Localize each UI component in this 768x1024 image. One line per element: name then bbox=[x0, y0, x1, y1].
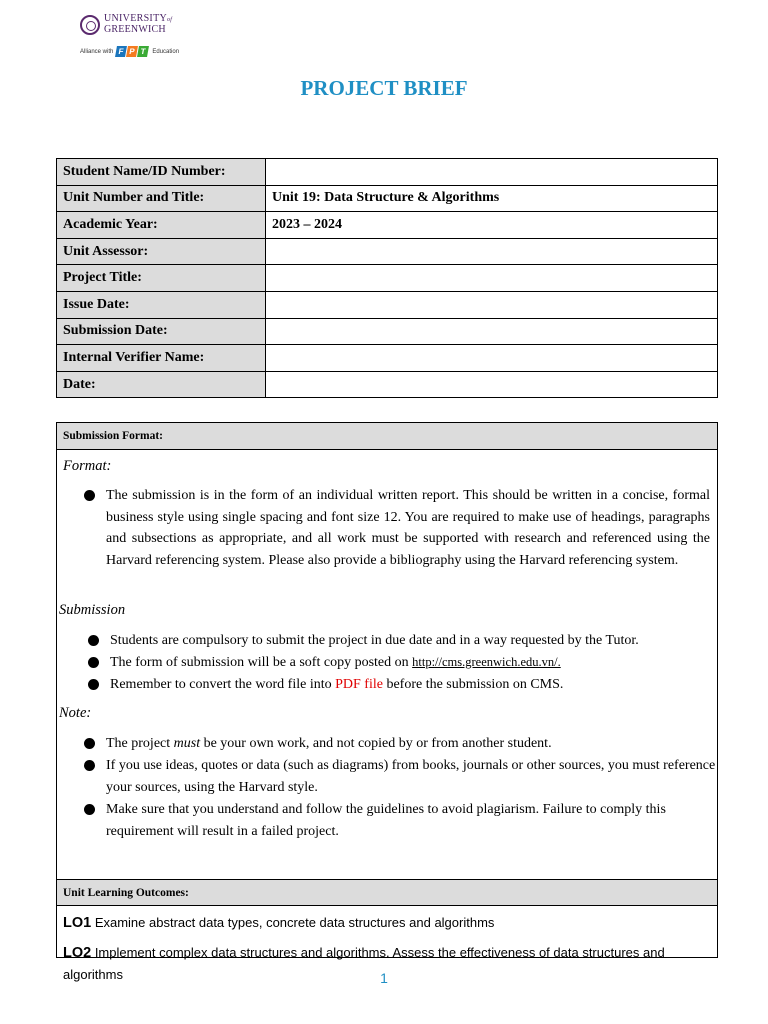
pdf-file-text: PDF file bbox=[335, 677, 383, 692]
info-label: Date: bbox=[57, 371, 266, 398]
lo2-text: Implement complex data structures and algorithms. Assess the effectiveness of data structures and algorithms bbox=[63, 945, 665, 982]
submission-bullet-3-before: Remember to convert the word file into bbox=[110, 677, 336, 692]
table-row bbox=[57, 265, 718, 292]
list-item bbox=[88, 652, 716, 674]
table-row bbox=[57, 212, 718, 239]
submission-heading: Submission bbox=[59, 602, 126, 618]
fpt-t: T bbox=[137, 46, 149, 57]
info-value[interactable] bbox=[266, 159, 718, 186]
alliance-text: Alliance with bbox=[80, 48, 114, 55]
fpt-f: F bbox=[115, 46, 127, 57]
info-label: Project Title: bbox=[57, 265, 266, 292]
submission-format-box bbox=[56, 422, 718, 982]
university-name-line2: GREENWICH bbox=[104, 24, 166, 35]
lo1-text: Examine abstract data types, concrete data structures and algorithms bbox=[91, 915, 495, 930]
note-bullet-3: Make sure that you understand and follow the guidelines to avoid plagiarism. Failure to comply this requirement will result in a failed project. bbox=[106, 802, 666, 839]
info-label: Academic Year: bbox=[57, 212, 266, 239]
university-name-line1: UNIVERSITY bbox=[104, 13, 167, 24]
format-heading: Format: bbox=[63, 458, 112, 474]
submission-format-header: Submission Format: bbox=[57, 423, 717, 450]
info-label: Issue Date: bbox=[57, 291, 266, 318]
submission-bullet-3-after: before the submission on CMS. bbox=[382, 677, 564, 692]
university-of: of bbox=[167, 17, 173, 23]
info-value[interactable] bbox=[266, 291, 718, 318]
list-item bbox=[84, 733, 716, 755]
table-row bbox=[57, 371, 718, 398]
table-row bbox=[57, 318, 718, 345]
note-bullet-1-before: The project bbox=[106, 736, 174, 751]
info-value[interactable]: Unit 19: Data Structure & Algorithms bbox=[266, 185, 718, 212]
note-bullet-1-after: be your own work, and not copied by or from another student. bbox=[200, 736, 552, 751]
learning-outcomes-header: Unit Learning Outcomes: bbox=[57, 879, 717, 906]
bullet-icon bbox=[84, 760, 95, 771]
info-label: Internal Verifier Name: bbox=[57, 345, 266, 372]
cms-link[interactable]: http://cms.greenwich.edu.vn/. bbox=[412, 655, 561, 669]
page-number: 1 bbox=[380, 970, 388, 986]
bullet-icon bbox=[84, 738, 95, 749]
table-row bbox=[57, 291, 718, 318]
submission-bullet-2: The form of submission will be a soft copy posted on bbox=[110, 655, 413, 670]
info-label: Student Name/ID Number: bbox=[57, 159, 266, 186]
format-bullet-text: The submission is in the form of an individual written report. This should be written in a concise, formal business style using single spacing and font size 12. You are required to make use of headings, paragraphs and subsections as appropriate, and all work must be supported with research and referenced using the Harvard referencing system. Please also provide a bibliography using the Harvard referencing system. bbox=[106, 488, 710, 568]
lo1-item bbox=[63, 912, 713, 934]
info-value[interactable] bbox=[266, 265, 718, 292]
project-info-table bbox=[56, 158, 718, 398]
list-item bbox=[88, 630, 716, 652]
info-value[interactable] bbox=[266, 345, 718, 372]
table-row bbox=[57, 159, 718, 186]
info-value[interactable]: 2023 – 2024 bbox=[266, 212, 718, 239]
page-title: PROJECT BRIEF bbox=[300, 76, 468, 100]
table-row bbox=[57, 345, 718, 372]
table-row bbox=[57, 185, 718, 212]
lo2-code: LO2 bbox=[63, 945, 92, 961]
submission-bullet-1: Students are compulsory to submit the project in due date and in a way requested by the Tutor. bbox=[110, 633, 639, 648]
list-item bbox=[88, 674, 716, 696]
list-item bbox=[84, 799, 716, 842]
education-text: Education bbox=[152, 48, 180, 55]
note-bullet-2: If you use ideas, quotes or data (such as diagrams) from books, journals or other sources, you must reference your sources, using the Harvard style. bbox=[106, 758, 716, 795]
info-label: Unit Number and Title: bbox=[57, 185, 266, 212]
fpt-logo bbox=[116, 46, 149, 57]
note-bullet-1-em: must bbox=[173, 736, 201, 751]
note-heading: Note: bbox=[59, 705, 92, 721]
bullet-icon bbox=[88, 635, 99, 646]
bullet-icon bbox=[84, 490, 95, 501]
fpt-p: P bbox=[126, 46, 138, 57]
info-label: Submission Date: bbox=[57, 318, 266, 345]
bullet-icon bbox=[84, 804, 95, 815]
lo1-code: LO1 bbox=[63, 915, 92, 931]
info-value[interactable] bbox=[266, 318, 718, 345]
bullet-icon bbox=[88, 657, 99, 668]
university-logo bbox=[80, 14, 190, 64]
info-value[interactable] bbox=[266, 371, 718, 398]
info-value[interactable] bbox=[266, 238, 718, 265]
list-item bbox=[84, 755, 716, 798]
table-row bbox=[57, 238, 718, 265]
info-label: Unit Assessor: bbox=[57, 238, 266, 265]
list-item bbox=[84, 485, 710, 571]
university-crest-icon bbox=[80, 15, 100, 35]
bullet-icon bbox=[88, 679, 99, 690]
